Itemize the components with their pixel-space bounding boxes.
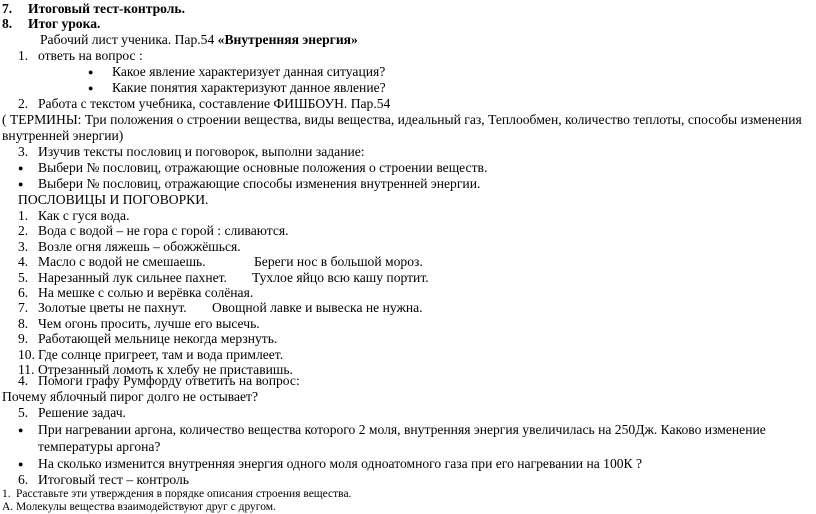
heading-7-text: Итоговый тест-контроль. — [28, 1, 185, 16]
step-2-text: Работа с текстом учебника, составление ФИШБОУН. Пар.54 — [38, 96, 391, 111]
bullet-icon: ● — [18, 425, 24, 435]
step-2 — [18, 95, 391, 112]
step-4-number: 4. — [18, 373, 29, 388]
step-6-text: Итоговый тест – контроль — [38, 472, 190, 487]
proverb-text: Отрезанный ломоть к хлебу не приставишь. — [38, 362, 293, 377]
terms-line-1: ( ТЕРМИНЫ: Три положения о строении вещества, виды вещества, идеальный газ, Теплообмен, количество теплоты, способы изменения — [2, 112, 802, 127]
step-2-number: 2. — [18, 96, 29, 111]
step-3 — [18, 143, 365, 160]
step-4 — [18, 372, 300, 389]
proverb-number: 11. — [18, 362, 35, 377]
step-6 — [18, 471, 190, 488]
question-b-text: Какие понятия характеризуют данное явление? — [112, 80, 386, 95]
step-5-text: Решение задач. — [38, 405, 126, 420]
proverb-text: Золотые цветы не пахнут. — [38, 300, 187, 316]
proverb-text: Возле огня ляжешь – обожжёшься. — [38, 238, 241, 254]
heading-7-number: 7. — [2, 1, 13, 16]
problem-1-line-1: При нагревании аргона, количество вещества которого 2 моля, внутренняя энергия увеличилась на 250Дж. Каково изменение — [38, 422, 766, 437]
test-question-1-text: Расставьте эти утверждения в порядке описания строения вещества. — [16, 488, 352, 500]
proverb-number: 10. — [18, 346, 35, 362]
bullet-icon: ● — [18, 179, 24, 189]
proverb-text: На мешке с солью и верёвка солёная. — [38, 285, 254, 300]
proverb-text: Масло с водой не смешаешь. — [38, 254, 206, 270]
proverb-text: Как с гуся вода. — [38, 208, 130, 223]
proverb-number: 1. — [18, 208, 29, 223]
problem-1-line-2: температуры аргона? — [38, 439, 161, 454]
step-4-text: Помоги графу Румфорду ответить на вопрос: — [38, 373, 300, 388]
worksheet-title — [40, 31, 358, 48]
proverb-number: 3. — [18, 238, 29, 254]
proverb-number: 4. — [18, 254, 29, 270]
proverb-number: 8. — [18, 315, 29, 331]
worksheet-prefix: Рабочий лист ученика. Пар.54 — [40, 32, 218, 47]
step-1-text: ответь на вопрос : — [38, 48, 143, 63]
bullet-icon: ● — [18, 459, 24, 469]
step-5 — [18, 404, 126, 421]
test-question-1-number: 1. — [2, 488, 11, 500]
step-3-number: 3. — [18, 144, 29, 159]
proverb-extra-text: Береги нос в большой мороз. — [254, 254, 423, 270]
step-6-number: 6. — [18, 472, 29, 487]
test-question-1 — [2, 487, 352, 501]
proverb-extra-text: Тухлое яйцо всю кашу портит. — [252, 269, 429, 285]
bullet-icon: ● — [18, 163, 24, 173]
proverbs-title: ПОСЛОВИЦЫ И ПОГОВОРКИ. — [18, 192, 209, 207]
proverb-text: Где солнце пригреет, там и вода примлеет. — [38, 346, 284, 362]
heading-8-number: 8. — [2, 16, 13, 31]
heading-8 — [2, 15, 101, 32]
proverb-text: Чем огонь просить, лучше его высечь. — [38, 315, 260, 331]
question-a-text: Какое явление характеризует данная ситуация? — [112, 64, 386, 79]
heading-8-text: Итог урока. — [28, 16, 101, 31]
proverb-number: 6. — [18, 285, 29, 300]
proverb-number: 9. — [18, 331, 29, 347]
proverb-number: 5. — [18, 269, 29, 285]
proverb-number: 7. — [18, 300, 29, 316]
problem-2-text: На сколько изменится внутренняя энергия одного моля одноатомного газа при его нагревании на 100К ? — [38, 456, 643, 471]
step-1-number: 1. — [18, 48, 29, 63]
test-answer-a: А. Молекулы вещества взаимодействуют друг с другом. — [2, 501, 276, 513]
step-5-number: 5. — [18, 405, 29, 420]
proverb-text: Работающей мельнице некогда мерзнуть. — [38, 331, 278, 347]
step-3-text: Изучив тексты пословиц и поговорок, выполни задание: — [38, 144, 365, 159]
task-a-text: Выбери № пословиц, отражающие основные положения о строении веществ. — [38, 160, 488, 175]
proverb-extra-text: Овощной лавке и вывеска не нужна. — [212, 300, 423, 316]
bullet-icon: ● — [88, 83, 94, 93]
proverb-text: Нарезанный лук сильнее пахнет. — [38, 269, 227, 285]
task-b-text: Выбери № пословиц, отражающие способы изменения внутренней энергии. — [38, 176, 481, 191]
pie-question: Почему яблочный пирог долго не остывает? — [2, 389, 259, 404]
step-1 — [18, 47, 143, 64]
bullet-icon: ● — [88, 67, 94, 77]
terms-line-2: внутренней энергии) — [2, 128, 124, 143]
proverb-number: 2. — [18, 223, 29, 239]
worksheet-topic: «Внутренняя энергия» — [217, 32, 358, 47]
proverb-text: Вода с водой – не гора с горой : сливаются. — [38, 223, 289, 239]
